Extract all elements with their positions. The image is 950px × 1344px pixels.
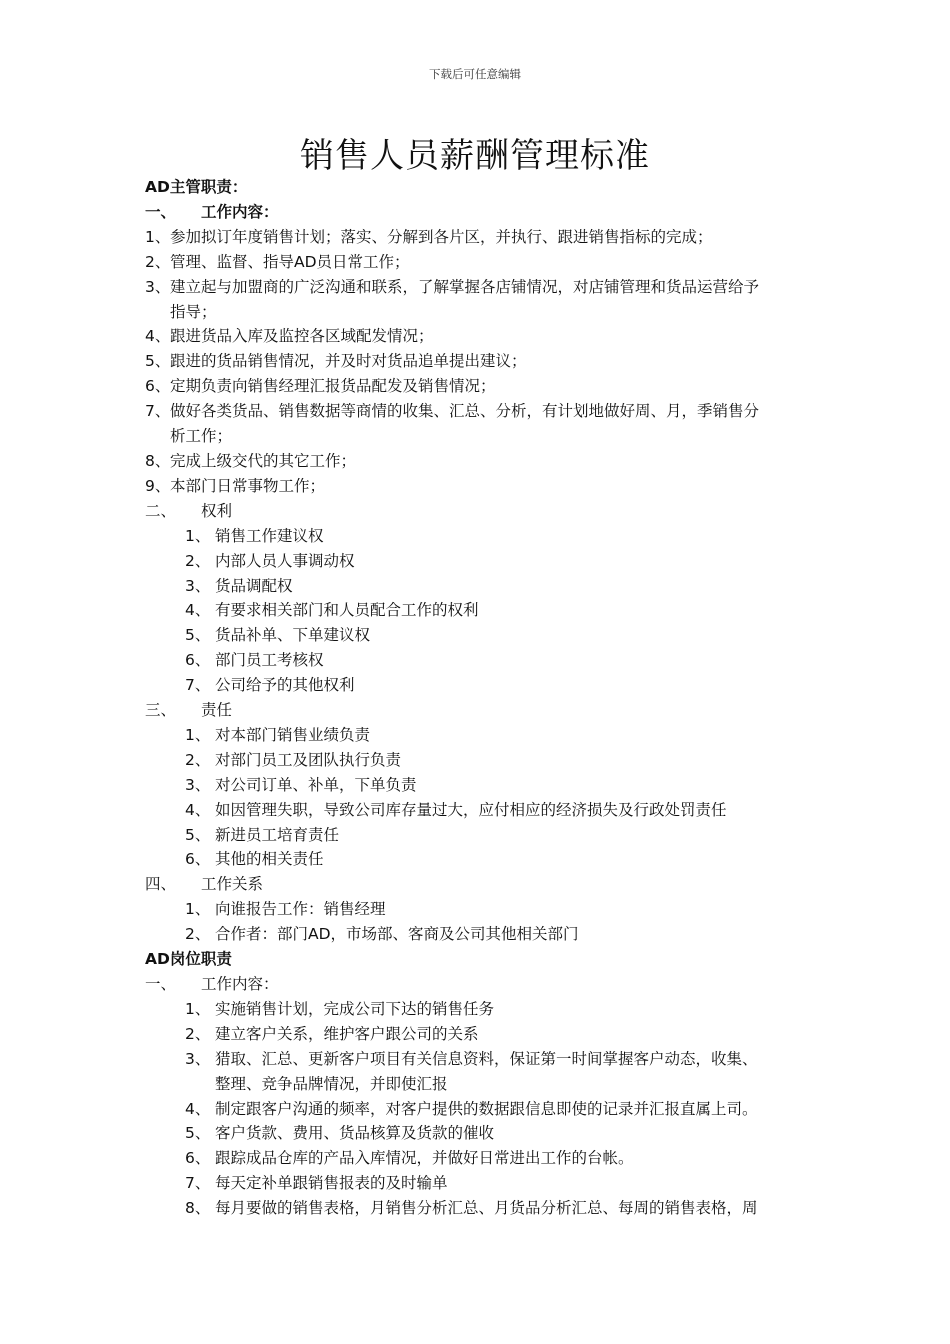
list-item-continuation: [145, 424, 825, 449]
subsection-number: 一、: [145, 975, 177, 993]
item-number: 5、: [185, 626, 211, 645]
item-text: 建立起与加盟商的广泛沟通和联系，了解掌握各店铺情况，对店铺管理和货品运营给予: [170, 277, 760, 296]
list-item: [145, 847, 825, 872]
list-item: [145, 275, 825, 300]
item-text: 内部人员人事调动权: [215, 551, 355, 570]
heading-text: AD岗位职责: [145, 950, 232, 969]
item-number: 1、: [185, 900, 211, 919]
item-number: 1、: [185, 999, 211, 1018]
list-item: [145, 673, 825, 698]
list-item: [145, 798, 825, 823]
list-item: [145, 1047, 825, 1072]
item-number: 1、: [185, 526, 211, 545]
list-item: [145, 574, 825, 599]
subsection-number: 三、: [145, 701, 177, 720]
subsection-title: 责任: [201, 701, 233, 720]
list-item: [145, 324, 825, 349]
item-text: 跟进货品入库及监控各区域配发情况；: [170, 327, 434, 346]
item-text: 如因管理失职，导致公司库存量过大，应付相应的经济损失及行政处罚责任: [215, 800, 727, 819]
item-number: 6、: [185, 651, 211, 670]
item-text-continued: 整理、竞争品牌情况，并即使汇报: [215, 1074, 448, 1093]
item-number: 2、: [185, 925, 211, 944]
subsection-number: 一、: [145, 202, 177, 221]
item-number: 6、: [145, 377, 171, 396]
list-item: [145, 374, 825, 399]
item-text: 客户货款、费用、货品核算及货款的催收: [215, 1124, 495, 1143]
item-text: 其他的相关责任: [215, 850, 324, 869]
item-number: 3、: [185, 1049, 211, 1068]
subsection-number: 二、: [145, 501, 177, 520]
list-item: [145, 748, 825, 773]
item-number: 2、: [145, 252, 171, 271]
subsection-heading: [145, 698, 825, 723]
list-item: [145, 399, 825, 424]
item-text: 对部门员工及团队执行负责: [215, 750, 402, 769]
item-number: 4、: [185, 800, 211, 819]
subsection-heading: [145, 200, 825, 225]
item-text: 实施销售计划，完成公司下达的销售任务: [215, 999, 495, 1018]
item-text: 公司给予的其他权利: [215, 676, 355, 695]
section-heading-ad-supervisor: [145, 175, 825, 200]
item-text: 定期负责向销售经理汇报货品配发及销售情况；: [170, 377, 496, 396]
item-text: 猎取、汇总、更新客户项目有关信息资料，保证第一时间掌握客户动态，收集、: [215, 1049, 758, 1068]
item-text: 管理、监督、指导AD员日常工作；: [170, 252, 410, 271]
item-number: 5、: [185, 825, 211, 844]
item-text: 货品调配权: [215, 576, 293, 595]
item-number: 5、: [185, 1124, 211, 1143]
item-text: 对公司订单、补单，下单负责: [215, 775, 417, 794]
item-number: 6、: [185, 1149, 211, 1168]
list-item-continuation: [145, 1072, 825, 1097]
item-number: 6、: [185, 850, 211, 869]
item-number: 1、: [145, 227, 171, 246]
item-text: 有要求相关部门和人员配合工作的权利: [215, 601, 479, 620]
item-text: 完成上级交代的其它工作；: [170, 451, 357, 470]
item-number: 4、: [145, 327, 171, 346]
item-text: 对本部门销售业绩负责: [215, 725, 371, 744]
list-item: [145, 1196, 825, 1221]
item-number: 4、: [185, 601, 211, 620]
subsection-heading: [145, 972, 825, 997]
item-number: 7、: [185, 676, 211, 695]
item-text: 新进员工培育责任: [215, 825, 340, 844]
list-item: [145, 623, 825, 648]
item-number: 3、: [145, 277, 171, 296]
item-number: 9、: [145, 476, 171, 495]
subsection-heading: [145, 872, 825, 897]
list-item: [145, 723, 825, 748]
list-item: [145, 1097, 825, 1122]
subsection-title: 工作关系: [201, 875, 264, 894]
list-item-continuation: [145, 300, 825, 325]
item-text: 参加拟订年度销售计划；落实、分解到各片区，并执行、跟进销售指标的完成；: [170, 227, 713, 246]
subsection-title: 工作内容：: [201, 975, 279, 993]
item-text: 销售工作建议权: [215, 526, 324, 545]
section-heading-ad-position: [145, 947, 825, 972]
heading-text: AD主管职责：: [145, 178, 248, 196]
list-item: [145, 474, 825, 499]
list-item: [145, 823, 825, 848]
list-item: [145, 648, 825, 673]
list-item: [145, 449, 825, 474]
item-text: 向谁报告工作：销售经理: [215, 900, 386, 919]
item-text: 跟进的货品销售情况，并及时对货品追单提出建议；: [170, 352, 527, 371]
list-item: [145, 225, 825, 250]
item-text: 每月要做的销售表格，月销售分析汇总、月货品分析汇总、每周的销售表格，周: [215, 1199, 758, 1218]
list-item: [145, 1171, 825, 1196]
list-item: [145, 997, 825, 1022]
list-item: [145, 524, 825, 549]
item-number: 4、: [185, 1099, 211, 1118]
header-note: 下载后可任意编辑: [429, 67, 521, 81]
subsection-title: 工作内容：: [201, 202, 279, 221]
document-body: [145, 175, 825, 1221]
item-text: 跟踪成品仓库的产品入库情况，并做好日常进出工作的台帐。: [215, 1149, 634, 1168]
item-number: 5、: [145, 352, 171, 371]
item-number: 7、: [145, 402, 171, 421]
item-text: 制定跟客户沟通的频率，对客户提供的数据跟信息即使的记录并汇报直属上司。: [215, 1099, 758, 1118]
list-item: [145, 773, 825, 798]
list-item: [145, 897, 825, 922]
item-text-continued: 析工作；: [170, 427, 233, 446]
item-number: 8、: [185, 1199, 211, 1218]
list-item: [145, 549, 825, 574]
list-item: [145, 1146, 825, 1171]
item-text-continued: 指导；: [170, 302, 217, 321]
item-number: 2、: [185, 750, 211, 769]
item-text: 建立客户关系，维护客户跟公司的关系: [215, 1024, 479, 1043]
item-number: 1、: [185, 725, 211, 744]
item-text: 做好各类货品、销售数据等商情的收集、汇总、分析，有计划地做好周、月，季销售分: [170, 402, 760, 421]
list-item: [145, 1022, 825, 1047]
item-number: 2、: [185, 551, 211, 570]
item-text: 每天定补单跟销售报表的及时输单: [215, 1174, 448, 1193]
list-item: [145, 1121, 825, 1146]
item-number: 7、: [185, 1174, 211, 1193]
list-item: [145, 250, 825, 275]
item-number: 3、: [185, 576, 211, 595]
list-item: [145, 349, 825, 374]
subsection-number: 四、: [145, 875, 177, 894]
subsection-heading: [145, 499, 825, 524]
item-text: 部门员工考核权: [215, 651, 324, 670]
item-number: 2、: [185, 1024, 211, 1043]
subsection-title: 权利: [201, 501, 233, 520]
list-item: [145, 922, 825, 947]
item-number: 3、: [185, 775, 211, 794]
item-number: 8、: [145, 451, 171, 470]
item-text: 合作者：部门AD，市场部、客商及公司其他相关部门: [215, 925, 579, 944]
item-text: 本部门日常事物工作；: [170, 476, 326, 495]
item-text: 货品补单、下单建议权: [215, 626, 371, 645]
list-item: [145, 598, 825, 623]
page-title: 销售人员薪酬管理标准: [300, 136, 650, 176]
